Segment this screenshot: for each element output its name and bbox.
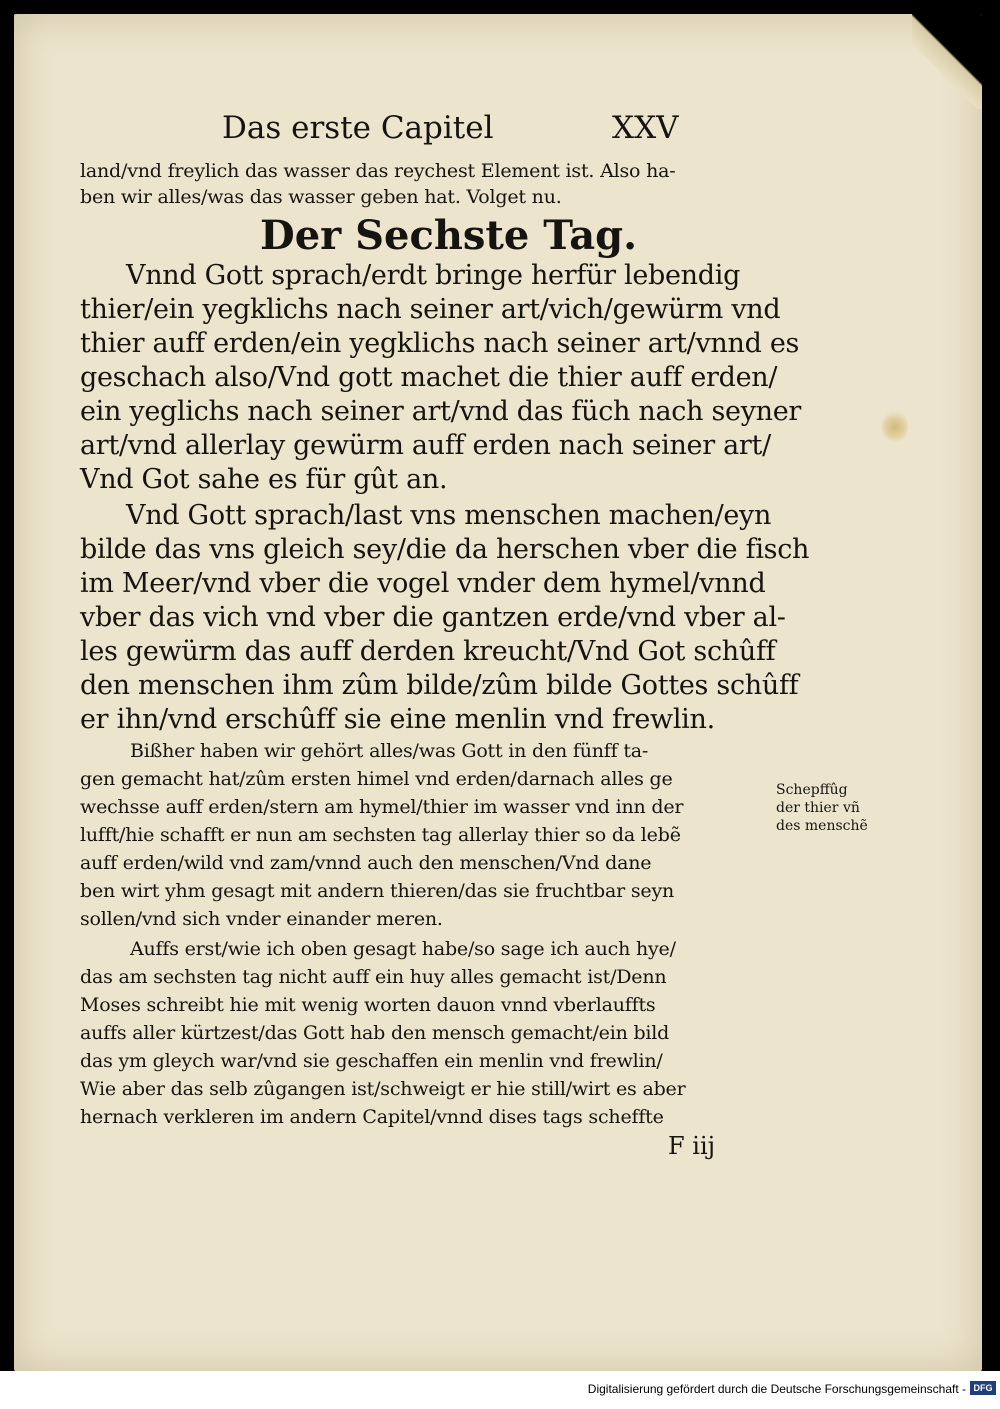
commentary-line: auffs aller kürtzest/das Gott hab den mensch gemacht/ein bild	[80, 1022, 670, 1044]
verse-line: geschach also/Vnd gott machet die thier auff erden/	[80, 362, 778, 393]
verse-line: den menschen ihm zûm bilde/zûm bilde Gottes schûff	[80, 670, 799, 701]
commentary-line: lufft/hie schafft er nun am sechsten tag allerlay thier so da lebẽ	[80, 824, 681, 846]
verse-line: Vnnd Gott sprach/erdt bringe herfür lebendig	[126, 260, 741, 291]
commentary-line: hernach verkleren im andern Capitel/vnnd dises tags scheffte	[80, 1106, 664, 1128]
commentary-line: Bißher haben wir gehört alles/was Gott in den fünff ta-	[130, 740, 649, 762]
verse-line: er ihn/vnd erschûff sie eine menlin vnd frewlin.	[80, 704, 715, 735]
intro-line: land/vnd freylich das wasser das reychest Element ist. Also ha-	[80, 160, 676, 182]
verse-line: art/vnd allerlay gewürm auff erden nach seiner art/	[80, 430, 771, 461]
commentary-line: Auffs erst/wie ich oben gesagt habe/so sage ich auch hye/	[130, 938, 676, 960]
margin-note-line: des menschẽ	[776, 818, 868, 834]
commentary-line: wechsse auff erden/stern am hymel/thier im wasser vnd inn der	[80, 796, 684, 818]
footer-credit: Digitalisierung gefördert durch die Deutsche Forschungsgemeinschaft -	[587, 1382, 966, 1396]
verse-line: les gewürm das auff derden kreucht/Vnd Got schûff	[80, 636, 776, 667]
commentary-line: das ym gleych war/vnd sie geschaffen ein menlin vnd frewlin/	[80, 1050, 663, 1072]
folded-corner	[912, 14, 982, 109]
commentary-line: ben wirt yhm gesagt mit andern thieren/das sie fruchtbar seyn	[80, 880, 675, 902]
commentary-line: das am sechsten tag nicht auff ein huy alles gemacht ist/Denn	[80, 966, 667, 988]
margin-note-line: Schepffûg	[776, 782, 848, 798]
footer-bar	[0, 1371, 1000, 1409]
intro-line: ben wir alles/was das wasser geben hat. Volget nu.	[80, 186, 562, 208]
verse-line: ein yeglichs nach seiner art/vnd das füch nach seyner	[80, 396, 802, 427]
paper-stain	[882, 409, 908, 445]
commentary-line: auff erden/wild vnd zam/vnnd auch den menschen/Vnd dane	[80, 852, 652, 874]
verse-line: thier auff erden/ein yegklichs nach seiner art/vnnd es	[80, 328, 800, 359]
folio-number: XXV	[612, 110, 679, 146]
verse-line: vber das vich vnd vber die gantzen erde/vnd vber al-	[80, 602, 786, 633]
verse-line: bilde das vns gleich sey/die da herschen vber die fisch	[80, 534, 810, 565]
margin-note-line: der thier vñ	[776, 800, 860, 816]
dfg-logo: DFG	[970, 1381, 996, 1395]
verse-line: Vnd Got sahe es für gût an.	[80, 464, 448, 495]
verse-line: im Meer/vnd vber die vogel vnder dem hymel/vnnd	[80, 568, 766, 599]
verse-line: thier/ein yegklichs nach seiner art/vich/gewürm vnd	[80, 294, 781, 325]
commentary-line: gen gemacht hat/zûm ersten himel vnd erden/darnach alles ge	[80, 768, 673, 790]
running-header: Das erste Capitel	[222, 110, 494, 146]
commentary-line: sollen/vnd sich vnder einander meren.	[80, 908, 443, 930]
signature-mark: F iij	[668, 1132, 716, 1160]
commentary-line: Moses schreibt hie mit wenig worten dauon vnnd vberlauffts	[80, 994, 656, 1016]
book-page	[14, 14, 982, 1371]
section-title: Der Sechste Tag.	[260, 212, 638, 259]
verse-line: Vnd Gott sprach/last vns menschen machen/eyn	[126, 500, 772, 531]
commentary-line: Wie aber das selb zûgangen ist/schweigt er hie still/wirt es aber	[80, 1078, 686, 1100]
